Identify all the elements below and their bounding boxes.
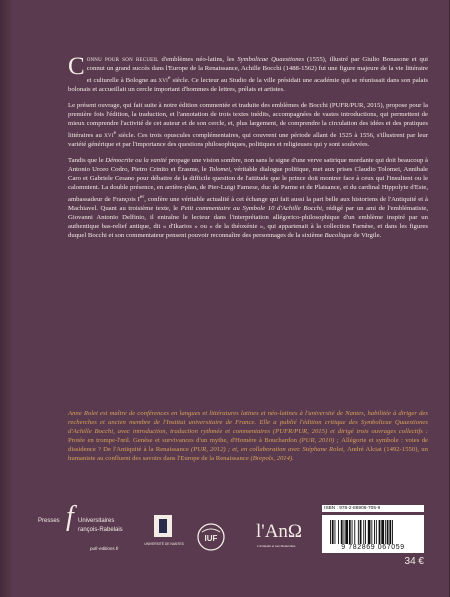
- text-run: , rédigé par un ami de l'emblématiste, Giovanni Antonio Delfinio, il entraîne le lecteur dans l'interprétation allégorico-philosophique d'un emblème inspiré par un authentique bas-relief antique, dit « d'Ikarios » ou « de la théoxénie », qui appartenait à la collection Farnèse, et dans les figures duquel Bocchi et son commentateur pensent pouvoir reconnaître des personnages de la sixième: [68, 205, 428, 239]
- publisher-word-1: Presses: [38, 518, 60, 524]
- bio-text: Anne Rolet est maître de conférences en langues et littératures latines et néo-latines à l'université de Nantes, habilitée à diriger des recherches et ancien membre de l'Institut universitaire de France. Elle a publié l'édition critique des Symbolicae Quaestiones d'Achille Bocchi, avec introduction, traduction rythmée et commentaires (PUFR/PUR, 2015) et dirigé trois ouvrages collectifs :: [68, 410, 428, 435]
- text-run: de Virgile.: [351, 231, 382, 239]
- century-numeral: xvi: [104, 132, 114, 140]
- nantes-emblem-icon: [154, 515, 172, 537]
- book-title: Bucolique: [324, 231, 352, 239]
- book-title: Symbolicae Quaestiones: [237, 56, 305, 63]
- publisher-word-2: Universitaires: [78, 518, 115, 524]
- dropcap: C: [68, 53, 85, 80]
- nantes-logo: [144, 515, 184, 557]
- publisher-logo: [38, 501, 123, 561]
- blurb-paragraph-3: [68, 157, 428, 241]
- ango-mark: l'AnΩ: [256, 521, 303, 542]
- text-run: Le présent ouvrage, qui fait suite à notre édition commentée et traduite des emblèmes de Bocchi (PUFR/PUR, 2015), propose pour la première fois l'édition, la traduction, et l'annotation de trois textes inédits, accompagnées de vastes introductions, qui permettent de mieux comprendre l'activité de cet auteur et de son cercle, et, plus largement, de comprendre la circulation des idées et des pratiques littéraires au: [68, 102, 428, 140]
- text-run: , véritable dialogue politique, met aux prises Claudio Tolomei, Annibale Caro et Gabriele Cesano pour débattre de la difficile question de l'attitude que le prince doit montrer face à ceux qui l'insultent ou le calomnient. La double présence, en arrière-plan, de Pier-Luigi Farnese, duc de Parme et de Plaisance, et du cardinal Hippolyte d'Este, ambassadeur de François I: [68, 166, 428, 204]
- spine-shadow: [0, 0, 14, 597]
- text-run: (1555), illustré par Giulio Bonasone et qui connut un grand succès dans l'Europe de la Renaissance, Achille Bocchi (1488-1562) fut une figure majeure de la vie littéraire et culturelle à Bologne au: [86, 56, 429, 85]
- century-numeral: xvi: [158, 77, 169, 85]
- publisher-f-glyph: f: [66, 501, 74, 532]
- book-title: Petit commentaire au Symbole 10 d'Achille Bocchi: [180, 205, 322, 213]
- superscript: e: [113, 129, 117, 136]
- text-run: propage une vision sombre, non sans le signe d'une verve satirique mordante qui doit beaucoup à Antonio Urceo Codro, Pietro Crinito et Érasme, le: [68, 157, 428, 173]
- blurb: [68, 53, 429, 241]
- superscript: e: [168, 74, 171, 81]
- bio-book-title: Protée en trompe-l'œil. Genèse et survivances d'un mythe, d'Homère à Bouchardon: [68, 436, 297, 444]
- iuf-logo: [196, 522, 226, 552]
- nantes-label: UNIVERSITÉ DE NANTES: [144, 542, 184, 546]
- isbn-block: [322, 505, 426, 575]
- bio-book-title: André Alciat (1492-1550), un humaniste au confluent des savoirs dans l'Europe de la Renaissance: [68, 445, 428, 462]
- book-title: Tolomei: [208, 166, 231, 173]
- ango-subtitle: L'Antiquité et ses Modernités: [257, 544, 296, 548]
- bio-text: (PUR, 2012) ; et, en collaboration avec Stéphane Rolet,: [188, 445, 347, 453]
- isbn-label: ISBN : 978-2-86906-705-9: [322, 505, 424, 512]
- publisher-url: pufr-editions.fr: [90, 546, 119, 551]
- iuf-emblem-icon: [196, 522, 226, 552]
- text-run: siècle. Ce lecteur au Studio de la ville présidait une académie qui se réunissait dans son palais bolonais et accueillait un cercle important d'hommes de lettres, prélats et artistes.: [68, 77, 428, 94]
- text-run: , confère une véritable actualité à cet échange qui fait aussi la part belle aux historiens de l'Antiquité et à Machiavel. Quant au troisième texte, le: [68, 196, 429, 213]
- bio-text: (Brepols, 2014).: [248, 454, 294, 462]
- superscript: er: [139, 193, 145, 200]
- bio-text: (PUR, 2010) ;: [296, 436, 342, 444]
- publisher-word-3: rançois-Rabelais: [78, 527, 123, 533]
- text-run: d'emblèmes néo-latins, les: [158, 56, 238, 63]
- price: 34 €: [404, 556, 424, 567]
- blurb-paragraph-2: [68, 102, 428, 150]
- text-run: siècle. Ces trois opuscules complémentaires, qui couvrent une période allant de 1525 à 1556, s'illustrent par leur variété générique et par l'importance des questions philosophiques, politiques et religieuses qui y sont soulevées.: [68, 132, 428, 149]
- blurb-paragraph-1: [68, 53, 429, 95]
- author-bio: [68, 410, 428, 463]
- book-title: Démocrite ou la vanité: [105, 157, 167, 165]
- iuf-label: IUF: [204, 534, 218, 543]
- antiquite-modernites-logo: [256, 521, 303, 553]
- bio-book-title: Allégorie et symbole : voies de dissidence ? De l'Antiquité à la Renaissance: [68, 436, 429, 453]
- lead-smallcaps: onnu pour son recueil: [86, 56, 159, 63]
- barcode-digits: 9 782869 067059: [322, 544, 424, 552]
- text-run: Tandis que le: [68, 157, 106, 165]
